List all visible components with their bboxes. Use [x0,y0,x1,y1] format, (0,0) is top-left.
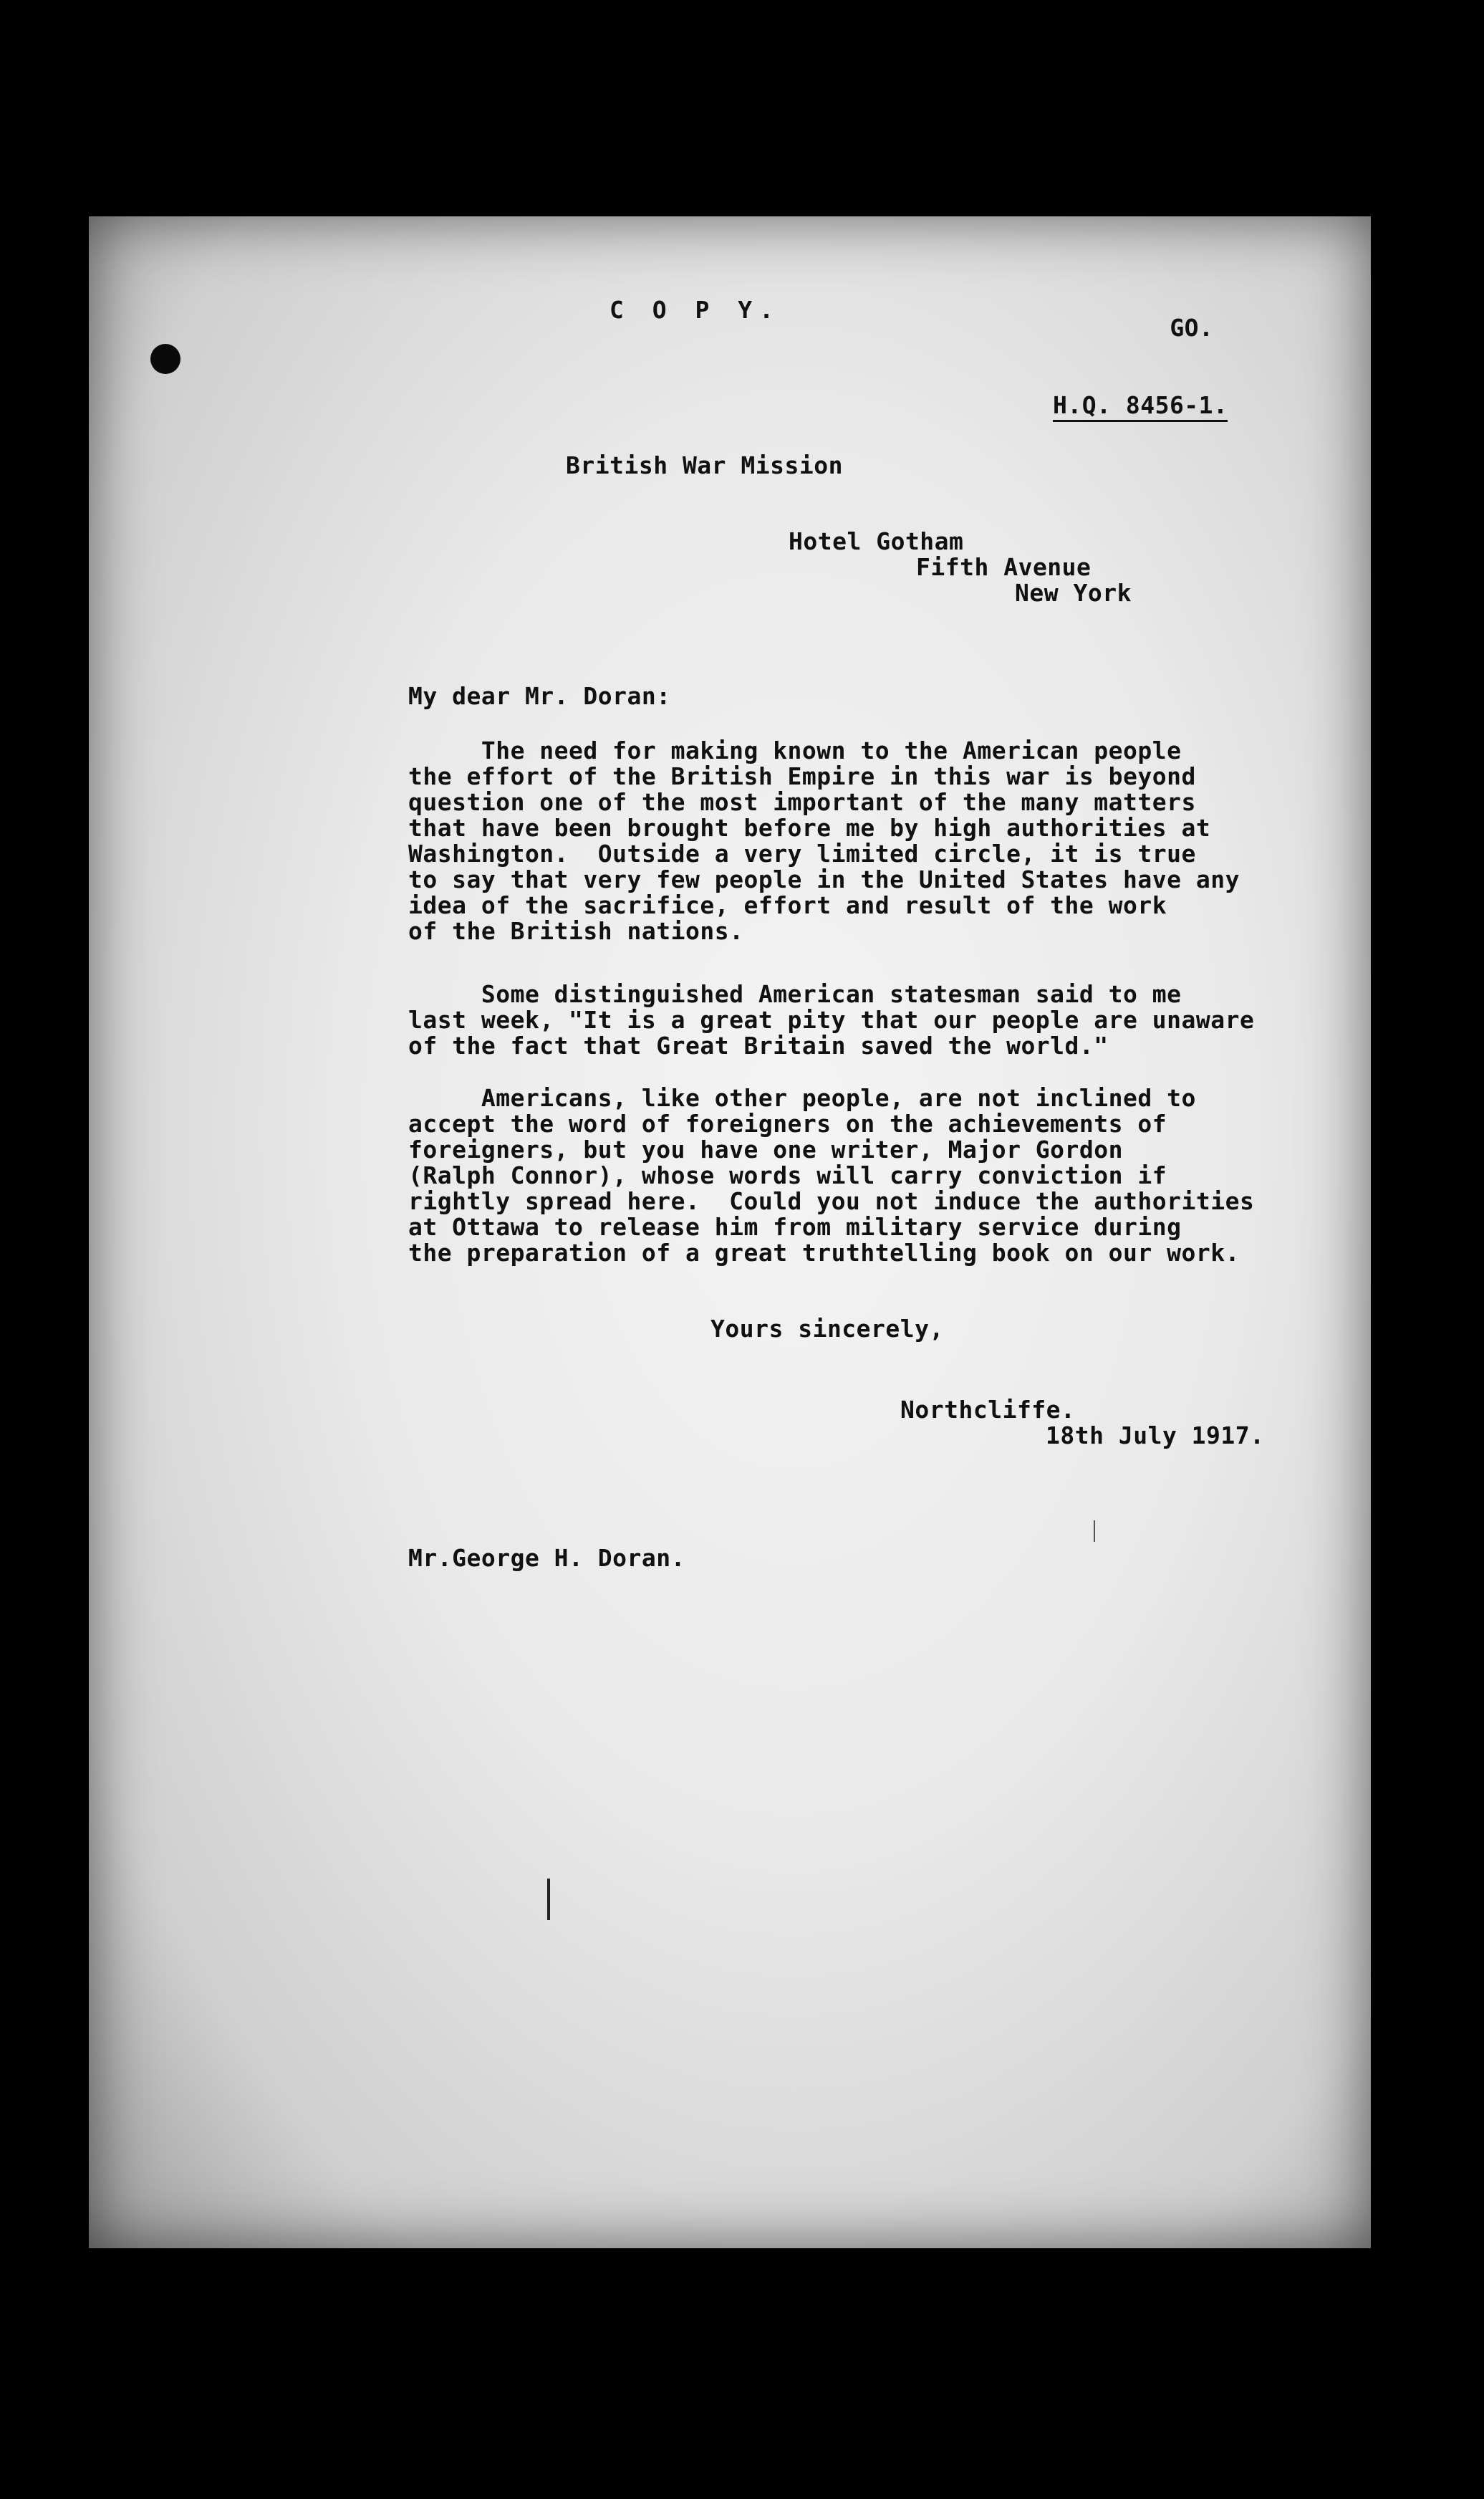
reference-block [1053,264,1228,474]
paragraph-line: the effort of the British Empire in this war is beyond [408,762,1196,790]
punch-hole [150,344,180,374]
letterhead-address-line1: Hotel Gotham [789,527,964,555]
reference-top: GO. [1170,314,1214,342]
stray-mark [1094,1520,1095,1542]
copy-label: C O P Y. [610,296,781,324]
letterhead-organization: British War Mission [566,451,843,479]
closing: Yours sincerely, [710,1315,944,1343]
paragraph-line: Americans, like other people, are not inclined to [408,1084,1196,1112]
paragraph-line: that have been brought before me by high authorities at [408,814,1211,842]
salutation: My dear Mr. Doran: [408,682,671,710]
paragraph-line: question one of the most important of the many matters [408,788,1196,816]
paragraph-line: to say that very few people in the United States have any [408,865,1240,893]
paragraph-line: The need for making known to the American people [408,737,1182,764]
document-page [89,216,1371,2248]
paragraph-line: Some distinguished American statesman said to me [408,980,1182,1008]
paragraph-line: of the British nations. [408,917,744,945]
paragraph-line: foreigners, but you have one writer, Major Gordon [408,1136,1124,1164]
letterhead-address-line2: Fifth Avenue [916,553,1092,581]
recipient: Mr.George H. Doran. [408,1544,685,1572]
paragraph-line: at Ottawa to release him from military service during [408,1213,1182,1241]
reference-number: H.Q. 8456-1. [1053,393,1228,422]
paragraph-line: of the fact that Great Britain saved the world." [408,1032,1109,1060]
date: 18th July 1917. [1046,1421,1265,1449]
paragraph-1 [408,738,1240,944]
paragraph-line: rightly spread here. Could you not induce the authorities [408,1187,1255,1215]
stray-mark [547,1879,550,1920]
paragraph-line: accept the word of foreigners on the achievements of [408,1110,1167,1138]
paragraph-line: Washington. Outside a very limited circle, it is true [408,840,1196,868]
paragraph-line: the preparation of a great truthtelling book on our work. [408,1239,1240,1267]
signature: Northcliffe. [900,1396,1076,1424]
paragraph-3 [408,1085,1254,1266]
paragraph-line: last week, "It is a great pity that our people are unaware [408,1006,1255,1034]
paragraph-line: idea of the sacrifice, effort and result of the work [408,891,1167,919]
paragraph-2 [408,982,1254,1059]
paragraph-line: (Ralph Connor), whose words will carry conviction if [408,1161,1167,1189]
letterhead-address-line3: New York [1015,579,1132,607]
